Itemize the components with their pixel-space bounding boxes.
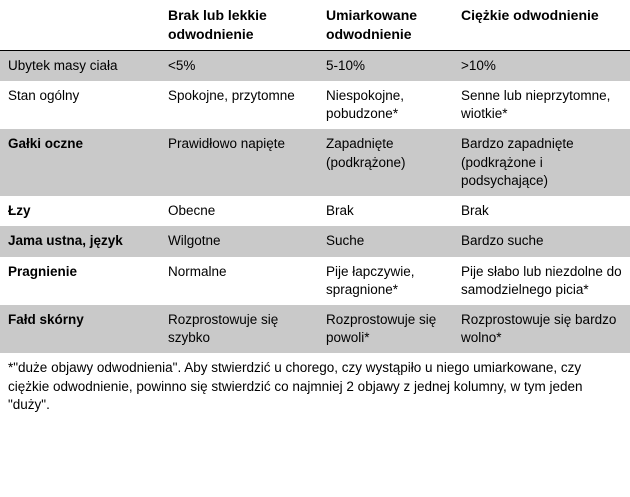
row-cell: Senne lub nieprzytomne, wiotkie* bbox=[453, 81, 630, 129]
row-cell: Suche bbox=[318, 226, 453, 256]
row-cell: Niespokojne, pobudzone* bbox=[318, 81, 453, 129]
footnote-row bbox=[0, 353, 630, 420]
table-row bbox=[0, 257, 630, 305]
row-label: Gałki oczne bbox=[0, 129, 160, 196]
table-body bbox=[0, 50, 630, 420]
table-row bbox=[0, 129, 630, 196]
table-header bbox=[0, 0, 630, 50]
row-cell: 5-10% bbox=[318, 50, 453, 81]
row-cell: Bardzo zapadnięte (podkrążone i podsychające) bbox=[453, 129, 630, 196]
row-label: Jama ustna, język bbox=[0, 226, 160, 256]
row-label: Pragnienie bbox=[0, 257, 160, 305]
row-cell: Wilgotne bbox=[160, 226, 318, 256]
row-cell: Normalne bbox=[160, 257, 318, 305]
row-cell: Rozprostowuje się powoli* bbox=[318, 305, 453, 353]
row-cell: <5% bbox=[160, 50, 318, 81]
row-cell: Pije słabo lub niezdolne do samodzielnego picia* bbox=[453, 257, 630, 305]
column-header-0 bbox=[0, 0, 160, 50]
column-header-2: Umiarkowane odwodnienie bbox=[318, 0, 453, 50]
table-footnote: *"duże objawy odwodnienia". Aby stwierdzić u chorego, czy wystąpiło u niego umiarkowane, czy ciężkie odwodnienie, powinno się stwierdzić co najmniej 2 objawy z jednej kolumny, w tym jeden "duży". bbox=[0, 353, 630, 420]
table-row bbox=[0, 81, 630, 129]
row-cell: >10% bbox=[453, 50, 630, 81]
table-row bbox=[0, 50, 630, 81]
row-cell: Pije łapczywie, spragnione* bbox=[318, 257, 453, 305]
header-row bbox=[0, 0, 630, 50]
row-cell: Brak bbox=[453, 196, 630, 226]
column-header-1: Brak lub lekkie odwodnienie bbox=[160, 0, 318, 50]
column-header-3: Ciężkie odwodnienie bbox=[453, 0, 630, 50]
table-row bbox=[0, 196, 630, 226]
table-row bbox=[0, 305, 630, 353]
row-cell: Obecne bbox=[160, 196, 318, 226]
row-label: Fałd skórny bbox=[0, 305, 160, 353]
row-cell: Zapadnięte (podkrążone) bbox=[318, 129, 453, 196]
row-cell: Brak bbox=[318, 196, 453, 226]
row-label: Łzy bbox=[0, 196, 160, 226]
row-cell: Bardzo suche bbox=[453, 226, 630, 256]
row-label: Ubytek masy ciała bbox=[0, 50, 160, 81]
row-cell: Rozprostowuje się szybko bbox=[160, 305, 318, 353]
table-row bbox=[0, 226, 630, 256]
row-cell: Prawidłowo napięte bbox=[160, 129, 318, 196]
row-label: Stan ogólny bbox=[0, 81, 160, 129]
row-cell: Rozprostowuje się bardzo wolno* bbox=[453, 305, 630, 353]
row-cell: Spokojne, przytomne bbox=[160, 81, 318, 129]
